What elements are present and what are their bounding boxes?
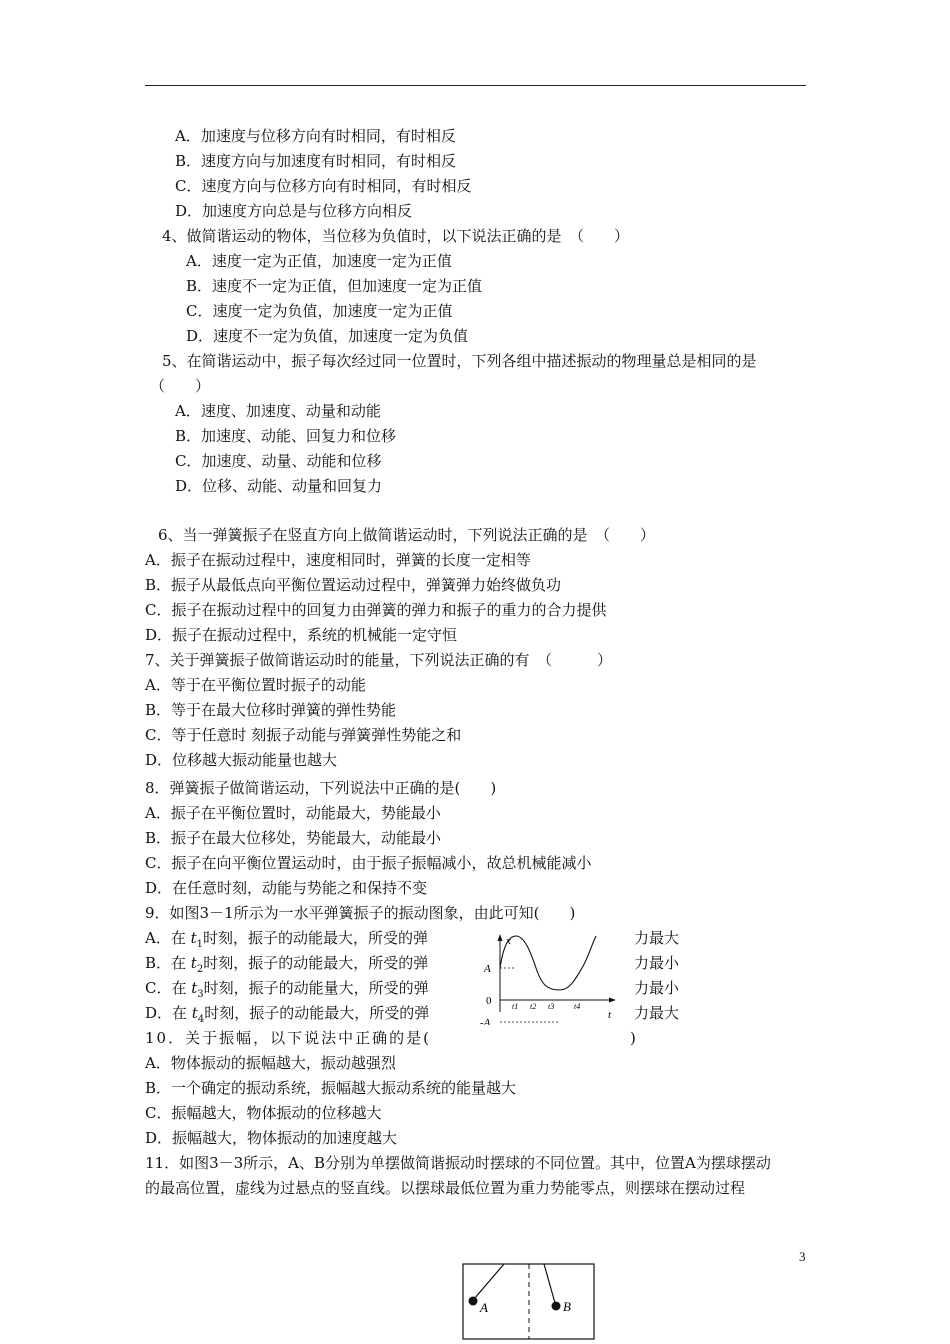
q6-option-b: B．振子从最低点向平衡位置运动过程中，弹簧弹力始终做负功	[145, 576, 562, 594]
pendulum-string-a	[474, 1264, 504, 1299]
q6-option-c: C．振子在振动过程中的回复力由弹簧的弹力和振子的重力的合力提供	[145, 601, 607, 619]
q3-option-b: B．速度方向与加速度有时相同，有时相反	[175, 152, 457, 170]
q6-option-d: D．振子在振动过程中，系统的机械能一定守恒	[145, 626, 458, 644]
q9-option-c: C．在 $t_3$时刻，振子的动能量大，所受的弹	[145, 979, 429, 1000]
q4-option-b: B．速度不一定为正值，但加速度一定为正值	[186, 277, 483, 295]
pendulum-string-b	[544, 1264, 555, 1303]
q5-stem: 5、在简谐运动中，振子每次经过同一位置时，下列各组中描述振动的物理量总是相同的是	[162, 352, 757, 370]
label-b: B	[563, 1299, 571, 1314]
q4-option-c: C．速度一定为负值，加速度一定为正值	[186, 302, 453, 320]
q8-option-b: B．振子在最大位移处，势能最大，动能最小	[145, 829, 442, 847]
q9-option-c-tail: 力最小	[634, 979, 680, 997]
tick-t4: t4	[574, 1002, 581, 1011]
pendulum-bob-b	[552, 1302, 561, 1311]
q10-option-a: A．物体振动的振幅越大，振动越强烈	[145, 1054, 396, 1072]
q6-stem: 6、当一弹簧振子在竖直方向上做简谐运动时，下列说法正确的是 （ ）	[158, 526, 656, 544]
q8-option-d: D．在任意时刻，动能与势能之和保持不变	[145, 879, 428, 897]
q9-option-b-tail: 力最小	[634, 954, 680, 972]
sine-curve	[500, 936, 596, 990]
q4-stem: 4、做简谐运动的物体，当位移为负值时，以下说法正确的是 （ ）	[162, 227, 630, 245]
negative-amplitude-label: -A	[480, 1017, 491, 1025]
q9-option-a: A．在 $t_1$时刻，振子的动能最大，所受的弹	[145, 929, 429, 950]
q4-option-a: A．速度一定为正值，加速度一定为正值	[186, 252, 452, 270]
q3-option-c: C．速度方向与位移方向有时相同，有时相反	[175, 177, 472, 195]
pendulum-bob-a	[469, 1297, 478, 1306]
tick-t2: t2	[530, 1002, 537, 1011]
y-axis-label: x	[506, 935, 511, 947]
q10-stem-close: )	[630, 1029, 636, 1047]
q8-stem: 8．弹簧振子做简谐运动，下列说法中正确的是( )	[145, 779, 497, 797]
q9-option-b: B．在 $t_2$时刻，振子的动能最大，所受的弹	[145, 954, 429, 975]
label-a: A	[480, 1300, 488, 1315]
q9-option-a-tail: 力最大	[634, 929, 680, 947]
q7-option-d: D．位移越大振动能量也越大	[145, 751, 338, 769]
q10-option-d: D．振幅越大，物体振动的加速度越大	[145, 1129, 398, 1147]
q9-stem: 9．如图3－1所示为一水平弹簧振子的振动图象，由此可知( )	[145, 904, 576, 922]
q5-option-c: C．加速度、动量、动能和位移	[175, 452, 382, 470]
q5-option-a: A．速度、加速度、动量和动能	[175, 402, 381, 420]
q4-option-d: D．速度不一定为负值，加速度一定为负值	[186, 327, 469, 345]
q7-stem: 7、关于弹簧振子做简谐运动时的能量，下列说法正确的有 （ ）	[145, 651, 613, 669]
tick-t3: t3	[548, 1002, 555, 1011]
header-rule	[145, 85, 806, 86]
q8-option-a: A．振子在平衡位置时，动能最大，势能最小	[145, 804, 441, 822]
q5-stem-paren: （ ）	[150, 377, 211, 395]
q10-option-b: B．一个确定的振动系统，振幅越大振动系统的能量越大	[145, 1079, 517, 1097]
q11-line-2: 的最高位置，虚线为过悬点的竖直线。以摆球最低位置为重力势能零点，则摆球在摆动过程	[145, 1179, 746, 1197]
y-axis-arrow	[498, 934, 503, 941]
vibration-graph	[478, 930, 620, 1025]
q10-stem: 10．关于振幅，以下说法中正确的是(	[145, 1029, 431, 1047]
q6-option-a: A．振子在振动过程中，速度相同时，弹簧的长度一定相等	[145, 551, 531, 569]
positive-amplitude-label: A	[484, 963, 491, 975]
q3-option-d: D．加速度方向总是与位移方向相反	[175, 202, 413, 220]
page-number: 3	[799, 1249, 806, 1264]
tick-t1: t1	[512, 1002, 519, 1011]
q9-option-d-tail: 力最大	[634, 1004, 680, 1022]
q10-option-c: C．振幅越大，物体振动的位移越大	[145, 1104, 382, 1122]
q7-option-a: A．等于在平衡位置时振子的动能	[145, 676, 366, 694]
x-axis-label: t	[608, 1009, 612, 1021]
q9-option-d: D．在 $t_4$时刻，振子的动能最大，所受的弹	[145, 1004, 430, 1025]
q5-option-d: D．位移、动能、动量和回复力	[175, 477, 383, 495]
q7-option-b: B．等于在最大位移时弹簧的弹性势能	[145, 701, 397, 719]
q7-option-c: C．等于任意时 刻振子动能与弹簧弹性势能之和	[145, 726, 462, 744]
q5-option-b: B．加速度、动能、回复力和位移	[175, 427, 397, 445]
pendulum-figure	[462, 1263, 596, 1341]
q3-option-a: A．加速度与位移方向有时相同，有时相反	[175, 127, 456, 145]
origin-label: 0	[486, 995, 492, 1007]
x-axis-arrow	[609, 998, 616, 1003]
q11-line-1: 11．如图3－3所示，A、B分别为单摆做简谐振动时摆球的不同位置。其中，位置A为摆球摆动	[145, 1154, 771, 1172]
q8-option-c: C．振子在向平衡位置运动时，由于振子振幅减小，故总机械能减小	[145, 854, 592, 872]
